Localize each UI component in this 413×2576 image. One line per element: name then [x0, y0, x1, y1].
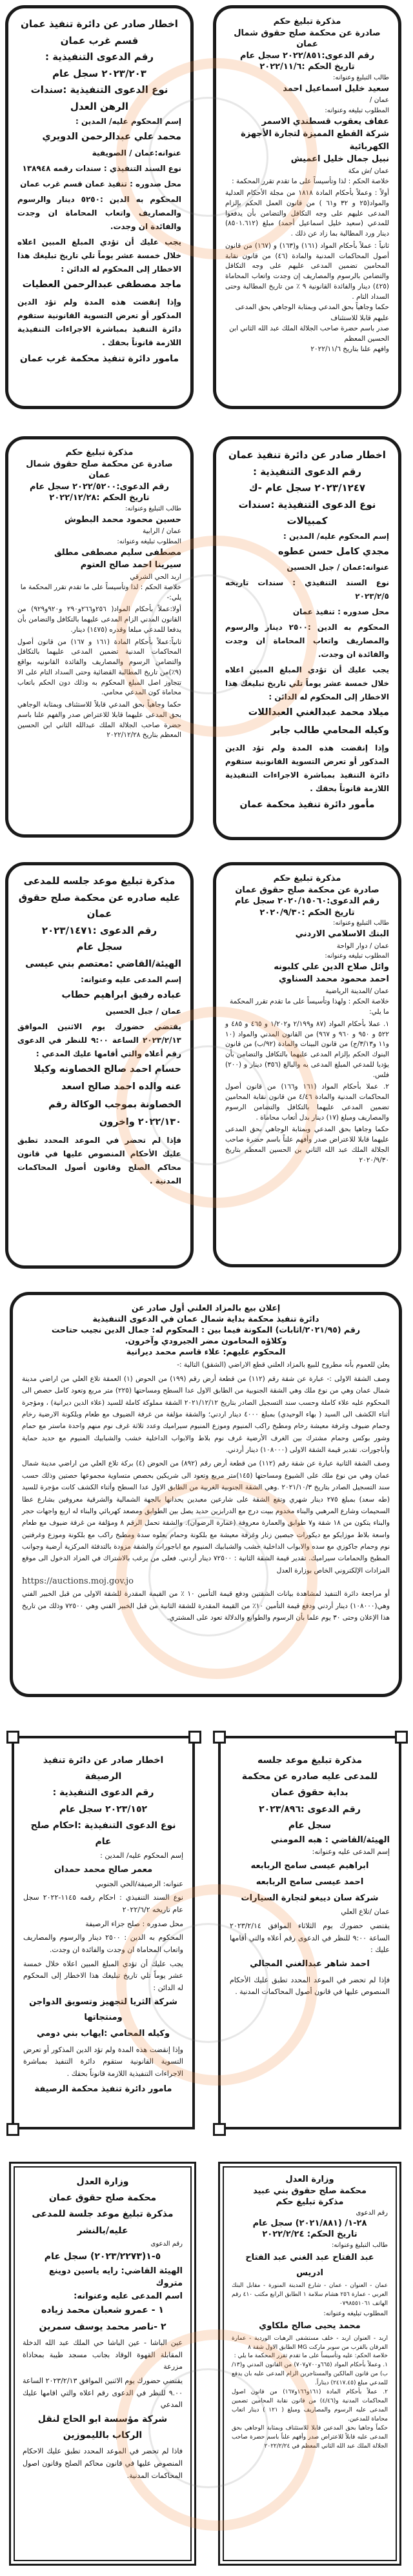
notice-paragraph: نوع السند التنفيذي : سندات تاريخه ٢٠٢٣/٢/٥	[225, 578, 389, 601]
party-name: ابراهيم عيسى سامح الربابعه	[250, 1861, 369, 1871]
notice-heading: المحكوم عليهم: علاء قاسم محمد ديرانية	[126, 1346, 286, 1356]
notice-paragraph: المحكوم به الدين : ٢٥٠٠ دينار والرسوم والمصاريف واتعاب المحاماة ان وجدت والفائدة ان وجدت.	[23, 1933, 183, 1954]
notice-heading: مذكرة تبليغ موعد جلسه	[257, 1755, 363, 1766]
party-name: نبيل جمال خليل اعميش	[290, 154, 389, 164]
notice-paragraph: أولاً : وعملاً بأحكام المادة ١٨١٨ من مجلة الأحكام العدلية والمواد(٢٥ و ٣٢ و٦١ ) من قانون العمل الحكم بإلزام المدعى عليهم على وجه التكافل والتضامن بأن يدفعوا للمدعي (سعيد خليل اسماعيل أحمد) مبلغ (٨٥٠١.٦١٢) دينار ورد المطالبة بما زاد عن ذلك .	[225, 189, 389, 238]
party-name: ماجد مصطفى عبدالرحمن العطيات	[22, 279, 181, 290]
signature-line: مامور دائرة تنفيذ محكمة الرصيفة	[34, 2084, 172, 2094]
notice-paragraph: فاذا لم تحضر في الموعد المحدد تطبق عليك الاحكام المنصوص عليها في قانون محاكم الصلح وقانون اصول المحاكمات المدنية.	[23, 2447, 183, 2480]
party-name: شركة القطع المميزة لتجارة الأجهزة الكهربائية	[241, 129, 389, 152]
notice-paragraph: محل صدوره : صلح جزاء الرصيفة	[85, 1919, 183, 1928]
notice-heading: رقم الدعوى التنفيذية :	[45, 51, 154, 63]
notice-judgment-15060	[213, 862, 401, 1267]
party-name: وكيله المحامي :ايهاب بني دومي	[36, 2029, 170, 2039]
signature-line: مأمور دائرة تنفيذ محكمة عمان	[239, 800, 375, 810]
notice-paragraph: حكما وجاهيا بحق المدعي وبمثابة الوجاهي بحق المدعى عليهما قابلا للاعتراض صدر وأفهم علناً باسم حضرة صاحب الجلالة الملك عبد الله الثاني بن الحسين المعظم بتاريخ ٢٠٢٠/٩/٣٠	[225, 1125, 389, 1164]
party-name: شركة الثريا لتجهيز وتسويق الدواجن ومنتجاتها	[29, 1997, 177, 2023]
notice-heading: ٢٠٢٣/٢٠٣ سجل عام	[52, 67, 146, 79]
party-name: مجدي كامل حسن عطوه	[278, 546, 389, 557]
notice-paragraph: يجب عليك أن تؤدي المبلغ المبين اعلاه خلال خمسة عشر يوماً تلي تاريخ تبليغك هذا الاخطار إلى المحكوم له الدائن :	[23, 1959, 183, 1992]
notice-heading: رقم الدعوى :٢٠٢٣/٨٩٦	[259, 1804, 361, 1815]
field-label: المطلوب تبليغه وعنوانه:	[325, 952, 389, 960]
party-name: محمد علي عبدالرحمن الدويري	[42, 132, 181, 142]
notice-heading: تاريخ الحكم :٢٠٢٢/١٢/٢٨	[49, 493, 150, 503]
frame-corner-ornament	[6, 1731, 19, 1744]
notice-heading: شركة مؤسسة ابو الحاج لنقل الركاب بالليموزين	[37, 2413, 168, 2441]
notice-text: خلاصة الحكم : ولهذا وتأسيساً على ما تقدم تقرر المحكمة ما يلي:	[230, 998, 389, 1016]
notice-heading: محكمة صلح حقوق بني عبيد	[253, 2186, 367, 2196]
notice-paragraph: أو مراجعة دائرة التنفيذ لمشاهدة بيانات الشقتين ودفع قيمة التأمين ١٠ ٪ من القيمة المقدرة للشقة الاولى من قبل الخبير الفني وهي(١٠٨٠٠٠) دينار أردني ودفع قيمة التأمين ١٠٪ من القيمة المقدرة للشقة الثانية من قبل الخبير الفني وهي ٧٢٥٠٠ وذلك من تاريخ هذا الإعلان وحتى ٣٠ يوم علما بأن الرسوم والطوابع والدلالة تعود على المشتري.	[22, 1590, 390, 1622]
notice-paragraph: وإذا إنقضت هذه المدة ولم تؤد الدين المذكور أو تعرض التسوية القانونية ستقوم دائرة التنفيذ بمباشرة الاجراءات التنفيذية اللازمة قانوناً بحقك .	[17, 297, 181, 348]
notice-public-auction	[10, 1292, 402, 1697]
notice-heading: مذكرة تبليغ حكم	[65, 448, 134, 458]
notice-hearing-1471	[5, 862, 194, 1269]
notice-text: عنوانه:عمان / الصويفية	[92, 148, 181, 157]
party-name: ميلاد محمد عبدالغني العبداللات	[248, 707, 389, 718]
notice-heading: مذكرة تبليغ حكم	[273, 17, 341, 26]
notice-heading: تاريخ الحكم: ٢٠٢٢/٢/٢٤	[262, 2229, 358, 2240]
party-name: احمد عيسى سامح الربابعه	[256, 1877, 364, 1887]
notice-text: اربد الحي الشرقي	[130, 572, 181, 581]
notice-judgment-5200	[5, 436, 194, 838]
notice-heading: مذكرة تبليغ موعد جلسة للمدعى عليه/بالنشر	[32, 2209, 174, 2236]
notice-small-text: خلاصة الحكم: عليه وتأسيساً على ما تقدم تقرر المحكمة ما يلي :	[234, 2353, 388, 2360]
notice-text: خلاصة الحكم : لذا وتأسيساً على ما تقدم تقرر المحكمة ما يلي:-	[20, 583, 181, 602]
notice-heading: نوع الدعوى التنفيذية :سندات الرهن العدل	[30, 84, 168, 112]
notice-paragraph: وصف الشقة الاولى :- عبارة عن شقة رقم (١١٢) من قطعة أرض رقم (١٩٩) من الحوض (١) العمقة تلاع العلي من اراضي مدينة شمال عمان وهي من نوع ملك وهي الشقة الجنوبية من الطابق الاول عدا السطح ومساحتها (٢٢٥) متر مربع وتعود كامل حصص الى المحكوم عليه علاء كاملة وحسب سند التسجيل الصادر بتاريخ ٢٠٢١/١٢/١٢ الشقة مملوكة كاملة للسيد (علاء الدين ديرانية) ، ومؤجرة أثناء الكشف الى السيد ( بهاء الوحيدي) بمبلغ ٤٠٠٠ دينار اردني؛ والشقة مؤلفة من غرفة الضيوف مع طعام وبلكونة الارضية رخام وحمام ضيوف وغرفة معيشة رخام ومطبخ راكب المنيوم وموزع المنيوم سيراميك وعدد ثلاثة غرف نوم منهم واحدة ماستر مع حمام وشور بوكس وحمام مشترك بين الغرف الأرضية غرف نوم بلاط والابواب الداخلية خشب والشبابيك المنيوم مع حديد حماية وأباجورات. تقدير قيمة الشقة الاولى (١٠٨٠٠٠) دينار أردني.	[22, 1374, 390, 1454]
signature-line: مامور دائرة تنفيذ محكمة غرب عمان	[19, 354, 179, 365]
notice-heading: صادرة عن محكمة صلح حقوق عمان	[235, 885, 379, 895]
party-name: اسم المدعى عليه وعنوانه:	[74, 2291, 183, 2301]
notice-paragraph: محل صدوره : تنفيذ عمان	[292, 607, 389, 617]
notice-small-text: عمان - العنوان - عمان - شارع المدينة المنورة - مقابل البنك العربي - عمارة ٢٥٦ هشام سلامة ١ الطابق الرابع مكتب ٤١٠ رقم الهاتف ٠٧٩٨٥٥١٠٦١	[232, 2282, 388, 2307]
party-name: الهيئة القاضي: رايه ياسين دوينع متروك	[48, 2266, 183, 2289]
notice-heading: تاريخ الحكم :٢٠٢٠/٩/٣٠	[259, 907, 355, 918]
notice-heading: ٢٠٢٣/١٥٢ سجل عام	[59, 1804, 148, 1815]
party-name: محمد يحيى صالح ملكاوي	[259, 2320, 361, 2331]
notice-heading: رقم الدعوى التنفيذية :	[52, 1787, 154, 1798]
field-label: طالب التبليغ وعنوانه:	[331, 2241, 388, 2249]
notice-text: عمان /المدينة الرياضية	[325, 987, 389, 995]
notice-execution-1247	[213, 436, 401, 840]
frame-corner-ornament	[6, 2123, 19, 2136]
frame-corner-ornament	[395, 1731, 408, 1744]
notice-heading: رقم الدعوى:٢٠٢٠/١٥٠٦٠ سجل عام	[235, 896, 379, 907]
notice-paragraph: حكما وجاهياً بحق المدعي قابلاً للاستئناف وبمثابة الوجاهي بحق المدعى عليهما قابلا للاعتراض صدر والفهم علنا باسم حضرة صاحب الجلالة الملك عبدالله الثاني ابن الحسين المعظم بتاريخ ٢٠٢٢/١٢/٢٨	[17, 701, 181, 740]
notice-paragraph: فإذا لم تحضر في الموعد المحدد تطبق عليك الأحكام المنصوص عليها في قانون أصول المحاكمات المدنية .	[230, 1975, 390, 1997]
notice-execution-west-amman	[5, 5, 194, 409]
notice-heading: صادرة عن محكمة صلح حقوق شمال عمان	[26, 459, 173, 481]
notice-paragraph: يعلن للعموم بأنه مطروح للبيع بالمزاد العلني قطع الاراضي (الشقق) التالية :-	[177, 1361, 390, 1369]
notice-heading: إعلان بيع بالمزاد العلني أول صادر عن	[131, 1303, 281, 1313]
party-name: عفاف يعقوب قسطندي الاسمر	[261, 116, 389, 126]
notice-paragraph: فإذا لم تحضر في الموعد المحدد تطبق عليك الأحكام المنصوص عليها في قانون محاكم الصلح وقانون أصول المحاكمات المدنية .	[17, 1135, 181, 1185]
party-name: وكيله المحامي طالب جابر	[270, 725, 389, 736]
notice-small-text: حكماً وجاهيا بحق المدعين قابلا للاستئناف وبمثابة الوجاهي بحق المدعى عليه قابلاً للاعتراض صدر وأفهم علناً باسم حضرة صاحب الجلالة الملك عبد الله الثاني المعظم في ٢٠٢٢/٢/٢٤	[232, 2424, 388, 2450]
notice-paragraph: يقتضي حضورك يوم الثلاثاء الموافق ٢٠٢٣/٢/١٤ الساعة ٩:٠٠ للنظر في الدعوى رقم أعلاه والتي أقامها عليك :	[230, 1921, 390, 1955]
party-name: عبد الفتاح عبد الغني عبد الفتاح ادريس	[245, 2252, 374, 2279]
frame-corner-ornament	[213, 1731, 226, 1744]
notice-text: إسم المدعى عليه وعنوانه:	[81, 975, 181, 985]
notice-text: صدر باسم حضرة صاحب الجلالة الملك عبد الله الثاني ابن الحسين المعظم	[229, 324, 389, 343]
notice-heading: تاريخ الحكم :٢٠٢٢/١١/٦	[259, 62, 355, 72]
notice-heading: مذكرة تبليغ موعد جلسه للمدعى عليه صادره عن محكمة صلح حقوق عمان	[18, 875, 181, 920]
notice-text: حكما وجاهياً بحق المدعي وبمثابة الوجاهي بحق المدعى عليهم قابلا للاستئناف	[235, 303, 389, 322]
party-name: سيرينا احمد صالح العتوم	[80, 560, 181, 570]
notice-paragraph: يقتضي حضورك يوم الاثنين الموافق ٢٠٢٣/٢/١٣ الساعة ٩.٠٠ للنظر في الدعوى رقم اعلاه والتي اقامها عليك المدعي	[23, 2376, 183, 2410]
notice-hearing-896	[218, 1736, 401, 2129]
notice-paragraph: نوع السند التنفيذي : سندات رقمه ١٣٨٩٤٨	[22, 163, 181, 173]
field-label: المطلوب تبليغه وعنوانه:	[117, 538, 181, 545]
frame-corner-ornament	[188, 1731, 201, 1744]
notice-heading: رقم الدعوى :٢٠٢٣/١٤٧١	[41, 924, 157, 936]
notice-heading: مذكرة تبليغ حكم	[276, 2197, 344, 2208]
party-name: سعيد خليل اسماعيل احمد	[283, 83, 389, 94]
notice-heading: قسم غرب عمان	[60, 34, 139, 46]
field-label: رقم الدعوى	[150, 2240, 183, 2248]
notice-heading: وزارة العدل	[285, 2175, 334, 2184]
notice-heading: اخطار صادر عن دائرة تنفيذ عمان	[228, 449, 386, 461]
auction-website-link[interactable]: https://auctions.moj.gov.jo	[22, 1576, 134, 1587]
notice-paragraph: ثانياً:عملاً بأحكام المادة (١٦١ و ١٦٧) من قانون أصول المحاكمات المدنية تضمين المدعى عليهما بالتكافل والتضامن الرسوم والمصاريف والفائدة القانونيه بواقع (٩٪)من تاريخ المطالبة القضائية وحتى السداد التام على الا تتجاوز اصل المبلغ المحكوم به وذلك دون الحكم باتعاب محاماة كون المدعي محامي.	[17, 638, 182, 697]
notice-paragraph: نوع السند التنفيذي : احكام رقمه ١١٤٥-٢٠٢٢ سجل عام تاريخه ٢٠٢٢/٦/٢	[23, 1893, 183, 1914]
notice-heading: ٢٠٢٣/١٢٤٧ سجل عام -ك	[248, 482, 366, 494]
notice-heading: مذكرة تبليغ حكم	[273, 874, 341, 883]
notice-judgment-851	[213, 5, 401, 409]
field-label: المطلوب تبليغه وعنوانه:	[325, 106, 389, 114]
notice-hearing-2273	[9, 2162, 196, 2566]
notice-heading: ١ - عمرو شعبان محمد زياده	[41, 2305, 164, 2316]
notice-heading: رقم الدعوى:٢٠٢٢/٥٢٠٠ سجل عام	[29, 481, 170, 492]
notice-heading: ٢٨-١/ (٢٠٢١/٨٨١) سجل عام	[252, 2218, 367, 2228]
notice-paragraph: يقتضي حضورك يوم الاثنين الموافق ٢٠٢٣/٢/١٣ الساعة ٩:٠٠ للنظر في الدعوى رقم أعلاه والتي أقامها عليك المدعي :	[17, 1021, 181, 1058]
notice-text: وافهم علنا بتاريخ ٢٠٢٢/١١/٦	[310, 345, 389, 354]
notice-heading: وكلاؤه المحامون مضر الجيرودي وآخرون.	[125, 1335, 287, 1345]
notice-paragraph: المحكوم به الدين :٢٥٠٠ دينار والرسوم والمصاريف واتعاب المحاماة ان وجدت والفائدة ان وجدت.	[225, 623, 389, 659]
notice-text: خلاصة الحكم : لذا وتأسيساً على ما تقدم تقرر المحكمة :	[232, 177, 389, 185]
field-label: طالب التبليغ وعنوانه:	[332, 74, 389, 81]
notice-heading: سجل عام	[76, 941, 123, 952]
notice-text: إسم المدعى عليه وعنوانه:	[312, 1847, 390, 1857]
notice-paragraph: ١. عملا بأحكام المواد (٨٧ و٢/١٩٩ و١/٢٠٢ و ٤٦٥ و ٤٨٥ و ٥٢٢ و ٩٥٠ و ٩٦٠ و ٩٦٧) من القانون المدني والمواد (١٠ و١١ و٣/١٣/ج) من قانون البينات والمادة (٩٢/ب) من قانون البنوك الحكم بإلزام المدعى عليهما بالتكافل والتضامن بأن يؤديا للمدعي المبلغ المدعى به والبالغ (٣٥٦) دينار و (٢٠٠) فلس.	[225, 1020, 390, 1079]
party-name: الهيئة/القاضي : هبه المومني	[270, 1835, 390, 1845]
notice-text: إسم المحكوم عليه/ المدين :	[76, 117, 181, 126]
notice-heading: سجل عام	[288, 1820, 332, 1831]
notice-execution-rusaifa	[12, 1736, 195, 2129]
notice-judgment-881	[218, 2162, 401, 2566]
party-name: احمد محمود محمد السناوي	[279, 974, 389, 985]
notice-text: عنوانه:عمان / جبل الحسين	[287, 563, 389, 572]
notice-paragraph: أولا:عملاً بأحكام المواد( ٢٥٦و٢٦٦و٢٩٠ و٩٢٠و٩٢٩) من القانون المدني الزام المدعى عليهما بالتكافل والتضامن بأن يدفعا للمدعي مبلغا وقدره (١٤٧٥) دينار.	[17, 605, 181, 634]
notice-paragraph: ثانياً : عملاً بأحكام المواد (١٦١) و(١٦٣) و (١٦٧) من قانون أصول المحاكمات المدنية والمادة (٤٦) من قانون نقابة المحامين تضمين المدعى عليهم على وجه التكافل والتضامن بالرسوم والمصاريف إن وجدت واتعاب المحاماة (٤٢٥) دينار والفائدة القانونية ٩ ٪ من تاريخ المطالبة وحتى السداد التام .	[225, 241, 390, 301]
notice-heading: رقم الدعوى:٢٠٢٢/٨٥١ سجل عام	[239, 50, 375, 61]
notice-text: عمان / دوار الواحة	[336, 941, 389, 950]
notice-text: إسم المحكوم عليه/ المدين :	[283, 531, 389, 541]
notice-paragraph: عين الباشا - عين الباشا حي الملك عبد الله الدخلة المقابلة القهوة الوقاد بجانب مسجد طيبة بمحاذاة مزرعة	[23, 2338, 183, 2371]
notice-small-text: ١. وعملاً بأحكام المواد (٦٦٥و٧٠٠و٧٠٧) من القانون المدني و(١٣/ب) من قانون المالكين والمستاجرين الزام المدعى عليه بان يدفع للمدعي مبلغ (٢٤١٧.٤٥) ديناراً.	[232, 2362, 388, 2387]
party-name: وائل صلاح الدين علي كلبونه	[274, 961, 389, 972]
notice-heading: ٢ -ناصر محمد يوسف سمرين	[39, 2321, 166, 2332]
notice-paragraph: المحكوم به الدين :٥٢٥٠ دينار والرسوم والمصاريف واتعاب المحاماة ان وجدت والفائدة ان وجدت.	[17, 194, 181, 231]
notice-small-text: ٢. عملاً بأحكام المادة (١٦١و١٦٦و١٦٧) من قانون اصول المحاكمات المدنية و(٤/٤٦) من قانون نقابة المحامين تضمين المدعى عليه الرسوم والمصاريف ومبلغ ( ١٢١ ) دينار اتعاب محاماة للمدعين.	[232, 2389, 388, 2423]
notice-heading: وزارة العدل	[76, 2177, 129, 2187]
notice-paragraph: محل صدوره : تنفيذ عمان قسم غرب عمان	[20, 179, 181, 188]
party-name: الهيئة/القاضي :معتصم بني عيسى	[25, 958, 181, 969]
notice-small-text: اربد - العنوان اربد - خلف مستشفى الرهبات الوردية - عمارة الفرقان بالقرب من سوبر ماركت MG الطابق الاول شقة ٨	[232, 2335, 388, 2351]
notice-heading: بداية حقوق عمان	[271, 1787, 348, 1798]
notice-heading: نوع الدعوى التنفيذية :سندات كمبيالات	[238, 498, 376, 527]
notice-heading: رقم (٢٠٢١/٩٥/اثابات) المكونة فيما بين : المحكوم له: جمال الدين نجيب حتاحت	[51, 1324, 361, 1334]
notice-heading: اخطار صادر عن دائرة تنفيذ عمان	[21, 18, 178, 30]
notice-paragraph: وصف الشقة الثانية عبارة عن شقة رقم (١١٢) من قطعة أرض رقم (٨٩٢) من الحوض (٤) بركة تلاع العلي من اراضي مدينة شمال عمان وهي من نوع ملك على الشيوع ومساحتها (١٤٥)متر مربع وتعود الى شريكين بحصص متساوية مجموعها حصتين وذلك حسب سند التسجيل الصادر بتاريخ ٢٠٢١/١٠/٣ .وهي الشقة الجنوبية الغربية من الطابق الاول عدا السطح وأثناء الكشف كانت مؤجرة للسيد (طه سعد) بمبلغ ٢٧٥ دينار شهري وتقع الشقة على شارعين معبدين يحدانها بالجهة الشمالية والشرقية معروفين بشارع عطا السحيمات وشارع المرهبي والبناء مخدوم ببيت درج مع الدرابزين حديد يصل بين الطوابق ومصعد كهربائي والبناء له اربع واجهات حجر والبناء يتكون من ١٨ شقة و٧ طوابق والعمارة معروفة (عمارة الرضوان). والشقة تحمل الرقم ٨ ومؤلفة من غرفة ضيوف مع طعام واسعة بلاط موزايكو مع ديكورات جبصين زنار وغرفة معيشة مع بلكونة وحمام يعلوه سدة ومطبخ راكب مع بلكونة وموزع وغرفتين نوم وحمام جاكوزي مع سده والابواب الداخلية خشب والشبابيك المنيوم مع اباجورات والشقة مزودة بالتدفئة المركزية أرضية وجوانب المطبخ والحمامات سيراميك. تقدير قيمة الشقة الثانية : ٧٢٥٠٠ دينار أردني. فعلى من يرغب بالاشتراك في المزاد الدخول الى موقع المزادات الإلكتروني الخاص بوزارة العدل	[22, 1460, 390, 1575]
notice-paragraph: وإذا إنقضت هذه المدة ولم تؤد الدين المذكور أو تعرض التسوية القانونية ستقوم دائرة التنفيذ بمباشرة الاجراءات التنفيذية اللازمة قانوناً بحقك .	[23, 2045, 183, 2078]
field-label: طالب التبليغ وعنوانه:	[332, 920, 389, 927]
notice-heading: دائرة تنفيذ محكمة بداية شمال عمان في الدعوى التنفيذية	[92, 1313, 319, 1323]
notice-heading: ٥-١(٢٠٢٣/٢٢٧٣) سجل عام	[44, 2251, 161, 2262]
party-name: مصطفى سليم مصطفى مطلق	[54, 547, 181, 558]
party-name: احمد شاهر عبدالغني المجالي	[250, 1958, 370, 1969]
notice-text: عنوانه: الرصيفة/الحي الجنوبي	[95, 1879, 183, 1888]
frame-corner-ornament	[213, 2123, 226, 2136]
notice-paragraph: يجب عليك أن تؤدي المبلغ المبين اعلاه خلال خمسة عشر يوماً تلي تاريخ تبليغك هذا الاخطار إلى المحكوم له الدائن :	[225, 665, 389, 702]
field-label: طالب التبليغ وعنوانه:	[125, 505, 181, 512]
notice-text: عمان /ش مكة	[348, 166, 389, 175]
party-name: حسام احمد صالح الخصاونه وكيلا عنه والده احمد صالح اسعد الخصاونة بموجب الوكالة رقم ٢٠٢٢/١٣٠ واخرون	[34, 1063, 181, 1128]
notice-heading: صادرة عن محكمة صلح حقوق شمال عمان	[234, 28, 381, 50]
notice-paragraph: وإذا إنقضت هذه المدة ولم تؤد الدين المذكور أو تعرض التسوية القانونية ستقوم دائرة التنفيذ بمباشرة الاجراءات التنفيذية اللازمة قانوناً بحقك .	[225, 743, 389, 794]
field-label: المطلوب تبليغه وعنوانه:	[323, 2309, 388, 2317]
field-label: رقم الدعوى	[356, 2209, 388, 2217]
notice-text: عمان / جبل الحسين	[105, 1006, 181, 1016]
party-name: عباده رفيق ابراهيم حطاب	[61, 990, 181, 1001]
notice-heading: نوع الدعوى التنفيذية :احكام صلح عام	[30, 1820, 176, 1847]
party-name: معمر صالح محمد حمدان	[54, 1864, 153, 1875]
notice-text: عمان /تلاع العلي	[341, 1907, 390, 1917]
party-name: شركة سان دييغو لتجارة السيارات	[241, 1893, 379, 1903]
notice-text: عمان / الرابية	[142, 527, 181, 536]
notice-heading: اخطار صادر عن دائرة تنفيذ الرصيفة	[43, 1755, 164, 1782]
notice-text: إسم المحكوم عليه/ المدين :	[100, 1851, 183, 1860]
notice-heading: محكمة صلح حقوق عمان	[48, 2193, 157, 2204]
notice-heading: رقم الدعوى التنفيذية :	[252, 465, 362, 478]
party-name: البنك الاسلامي الاردني	[295, 929, 389, 940]
notice-text: عمان /	[369, 96, 389, 105]
notice-paragraph: يجب عليك أن تؤدي المبلغ المبين اعلاه خلال خمسة عشر يوماً تلي تاريخ تبليغك هذا الاخطار إلى المحكوم له الدائن :	[17, 237, 181, 274]
party-name: حسين محمود محمد البطوش	[64, 514, 181, 525]
notice-heading: للمدعى عليه صادره عن محكمة	[241, 1771, 378, 1782]
notice-paragraph: ٢. عملا بأحكام المواد (١٦١ و١٦٦) من قانون أصول المحاكمات المدنية والمادة ٤/٤٦ من قانون نقابة المحامين تضمين المدعى عليهما بالتكافل والتضامن الرسوم والمصاريف ومبلغ (١٧) دينار بدل أتعاب محاماة .	[225, 1083, 389, 1122]
